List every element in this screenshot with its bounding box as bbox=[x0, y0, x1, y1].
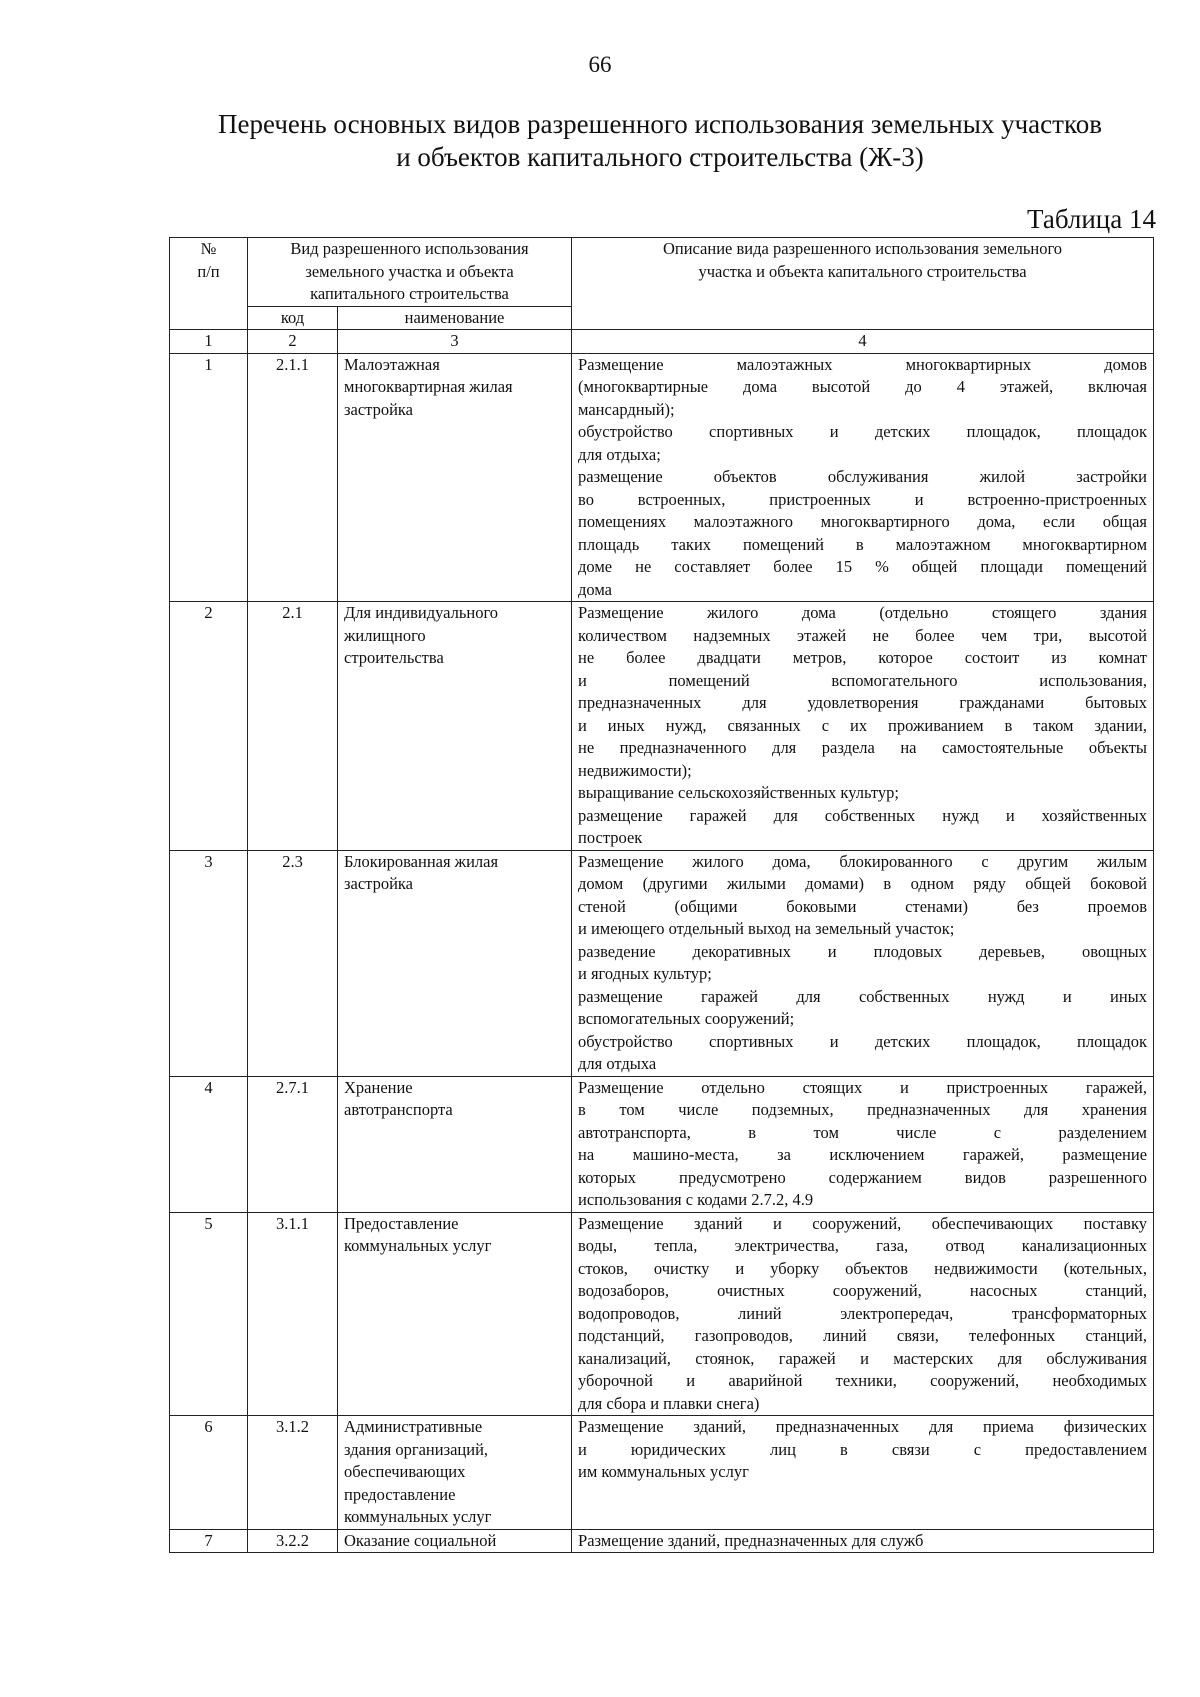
use-description-line: Размещение отдельно стоящих и пристроенных гаражей, bbox=[578, 1077, 1148, 1097]
use-description-line: Размещение зданий, предназначенных для служб bbox=[578, 1530, 924, 1550]
row-number: 6 bbox=[170, 1416, 248, 1530]
table-row bbox=[170, 1529, 1154, 1553]
header-use-type-line-3: капитального строительства bbox=[310, 284, 509, 303]
column-number-3: 3 bbox=[338, 330, 572, 354]
use-description-line: построек bbox=[578, 828, 643, 847]
use-code: 2.7.1 bbox=[248, 1076, 338, 1212]
use-description-line: и ягодных культур; bbox=[578, 964, 712, 983]
use-code: 2.1 bbox=[248, 602, 338, 851]
use-description-line: им коммунальных услуг bbox=[578, 1462, 749, 1481]
use-description-line: и иных нужд, связанных с их проживанием в таком здании, bbox=[578, 715, 1148, 735]
table-row bbox=[170, 850, 1154, 1076]
use-description-line: использования с кодами 2.7.2, 4.9 bbox=[578, 1190, 814, 1209]
use-name-line: застройка bbox=[344, 874, 413, 893]
row-number: 4 bbox=[170, 1076, 248, 1212]
use-description-line: Размещение жилого дома, блокированного с другим жилым bbox=[578, 851, 1148, 871]
table-row bbox=[170, 353, 1154, 602]
use-description-line: разведение декоративных и плодовых деревьев, овощных bbox=[578, 941, 1148, 961]
use-description bbox=[572, 1212, 1154, 1416]
use-description-line: стеной (общими боковыми стенами) без проемов bbox=[578, 896, 1148, 916]
header-name: наименование bbox=[338, 306, 572, 330]
header-use-type bbox=[248, 238, 572, 307]
header-code: код bbox=[248, 306, 338, 330]
document-title-line-1: Перечень основных видов разрешенного использования земельных участков bbox=[218, 109, 1102, 139]
use-description-line: домом (другими жилыми домами) в одном ряду общей боковой bbox=[578, 874, 1148, 893]
header-number bbox=[170, 238, 248, 330]
use-description bbox=[572, 1416, 1154, 1530]
use-description bbox=[572, 602, 1154, 851]
row-number: 3 bbox=[170, 850, 248, 1076]
use-description-line: вспомогательных сооружений; bbox=[578, 1009, 795, 1028]
use-description bbox=[572, 1529, 1154, 1553]
header-number-line-2: п/п bbox=[197, 261, 220, 281]
use-description-line: обустройство спортивных и детских площадок, площадок bbox=[578, 422, 1148, 441]
header-use-type-line-2: земельного участка и объекта bbox=[305, 261, 514, 281]
use-description bbox=[572, 850, 1154, 1076]
use-name bbox=[338, 1212, 572, 1416]
use-description-line: размещение гаражей для собственных нужд и хозяйственных bbox=[578, 805, 1148, 825]
use-description-line: водозаборов, очистных сооружений, насосных станций, bbox=[578, 1281, 1148, 1300]
use-description-line: Размещение зданий, предназначенных для приема физических bbox=[578, 1417, 1148, 1436]
use-description-line: не более двадцати метров, которое состоит из комнат bbox=[578, 648, 1148, 667]
use-description-line: для отдыха; bbox=[578, 444, 661, 464]
header-description-line-2: участка и объекта капитального строительства bbox=[698, 261, 1027, 281]
use-description bbox=[572, 1076, 1154, 1212]
use-code: 2.3 bbox=[248, 850, 338, 1076]
use-description-line: недвижимости); bbox=[578, 760, 692, 780]
use-description bbox=[572, 353, 1154, 602]
use-description-line: Размещение малоэтажных многоквартирных домов bbox=[578, 354, 1148, 374]
use-description-line: не предназначенного для раздела на самостоятельные объекты bbox=[578, 738, 1148, 757]
header-description-line-1: Описание вида разрешенного использования земельного bbox=[662, 239, 1063, 258]
use-name-line: многоквартирная жилая bbox=[344, 377, 513, 396]
document-title bbox=[120, 108, 1200, 174]
use-code: 3.1.1 bbox=[248, 1212, 338, 1416]
use-description-line: количеством надземных этажей не более чем три, высотой bbox=[578, 625, 1148, 645]
use-name-line: автотранспорта bbox=[344, 1100, 453, 1119]
use-description-line: воды, тепла, электричества, газа, отвод канализационных bbox=[578, 1236, 1148, 1255]
use-description-line: для отдыха bbox=[578, 1054, 657, 1073]
document-title-line-2: и объектов капитального строительства (Ж-3) bbox=[396, 142, 924, 172]
use-description-line: на машино-места, за исключением гаражей, размещение bbox=[578, 1145, 1148, 1164]
use-name-line: коммунальных услуг bbox=[344, 1507, 492, 1526]
use-description-line: канализаций, стоянок, гаражей и мастерских для обслуживания bbox=[578, 1348, 1148, 1368]
use-name bbox=[338, 353, 572, 602]
use-name bbox=[338, 1076, 572, 1212]
row-number: 7 bbox=[170, 1529, 248, 1553]
use-description-line: Размещение зданий и сооружений, обеспечивающих поставку bbox=[578, 1213, 1148, 1233]
table-row bbox=[170, 1076, 1154, 1212]
use-name bbox=[338, 1416, 572, 1530]
row-number: 1 bbox=[170, 353, 248, 602]
use-description-line: площадь таких помещений в малоэтажном многоквартирном bbox=[578, 534, 1148, 554]
use-code: 3.1.2 bbox=[248, 1416, 338, 1530]
use-name-line: Оказание социальной bbox=[344, 1530, 497, 1550]
use-code: 3.2.2 bbox=[248, 1529, 338, 1553]
page-number: 66 bbox=[588, 52, 612, 77]
use-name bbox=[338, 602, 572, 851]
table-row bbox=[170, 1416, 1154, 1530]
use-name-line: предоставление bbox=[344, 1484, 456, 1504]
permitted-use-table bbox=[169, 237, 1154, 1553]
use-description-line: в том числе подземных, предназначенных для хранения bbox=[578, 1100, 1148, 1119]
table-caption: Таблица 14 bbox=[1027, 204, 1156, 234]
row-number: 5 bbox=[170, 1212, 248, 1416]
use-code: 2.1.1 bbox=[248, 353, 338, 602]
use-description-line: размещение гаражей для собственных нужд и иных bbox=[578, 986, 1148, 1006]
use-description-line: размещение объектов обслуживания жилой застройки bbox=[578, 467, 1148, 486]
use-name-line: Блокированная жилая bbox=[344, 851, 499, 871]
use-name-line: строительства bbox=[344, 648, 444, 667]
column-number-4: 4 bbox=[572, 330, 1154, 354]
use-name-line: застройка bbox=[344, 399, 413, 419]
column-number-1: 1 bbox=[170, 330, 248, 354]
use-name bbox=[338, 1529, 572, 1553]
column-number-2: 2 bbox=[248, 330, 338, 354]
use-name-line: Для индивидуального bbox=[344, 603, 499, 622]
table-row bbox=[170, 1212, 1154, 1416]
use-description-line: предназначенных для удовлетворения гражданами бытовых bbox=[578, 693, 1148, 712]
use-name-line: жилищного bbox=[344, 625, 426, 645]
header-description bbox=[572, 238, 1154, 330]
row-number: 2 bbox=[170, 602, 248, 851]
use-description-line: автотранспорта, в том числе с разделением bbox=[578, 1122, 1148, 1142]
use-description-line: обустройство спортивных и детских площадок, площадок bbox=[578, 1031, 1148, 1051]
use-description-line: для сбора и плавки снега) bbox=[578, 1393, 760, 1413]
header-use-type-line-1: Вид разрешенного использования bbox=[290, 239, 529, 258]
use-description-line: и юридических лиц в связи с предоставлением bbox=[578, 1439, 1148, 1459]
use-description-line: помещениях малоэтажного многоквартирного дома, если общая bbox=[578, 512, 1148, 531]
use-description-line: которых предусмотрено содержанием видов разрешенного bbox=[578, 1167, 1148, 1187]
use-description-line: доме не составляет более 15 % общей площади помещений bbox=[578, 557, 1148, 576]
use-description-line: уборочной и аварийной техники, сооружений, необходимых bbox=[578, 1371, 1148, 1390]
use-name-line: коммунальных услуг bbox=[344, 1236, 492, 1255]
use-description-line: выращивание сельскохозяйственных культур; bbox=[578, 783, 899, 802]
use-name-line: Хранение bbox=[344, 1077, 413, 1097]
use-description-line: во встроенных, пристроенных и встроенно-пристроенных bbox=[578, 489, 1148, 509]
use-name-line: обеспечивающих bbox=[344, 1462, 466, 1481]
use-description-line: Размещение жилого дома (отдельно стоящего здания bbox=[578, 603, 1148, 622]
use-name-line: Предоставление bbox=[344, 1213, 459, 1233]
table-row bbox=[170, 602, 1154, 851]
use-description-line: дома bbox=[578, 579, 612, 599]
use-name bbox=[338, 850, 572, 1076]
use-description-line: и имеющего отдельный выход на земельный участок; bbox=[578, 919, 955, 938]
use-name-line: Административные bbox=[344, 1417, 483, 1436]
header-number-line-1: № bbox=[200, 239, 217, 258]
use-description-line: водопроводов, линий электропередач, трансформаторных bbox=[578, 1303, 1148, 1323]
use-description-line: стоков, очистку и уборку объектов недвижимости (котельных, bbox=[578, 1258, 1148, 1278]
use-description-line: (многоквартирные дома высотой до 4 этажей, включая bbox=[578, 377, 1148, 396]
use-description-line: мансардный); bbox=[578, 399, 675, 419]
use-name-line: здания организаций, bbox=[344, 1439, 489, 1459]
use-name-line: Малоэтажная bbox=[344, 354, 440, 374]
use-description-line: и помещений вспомогательного использования, bbox=[578, 670, 1148, 690]
use-description-line: подстанций, газопроводов, линий связи, телефонных станций, bbox=[578, 1326, 1148, 1345]
